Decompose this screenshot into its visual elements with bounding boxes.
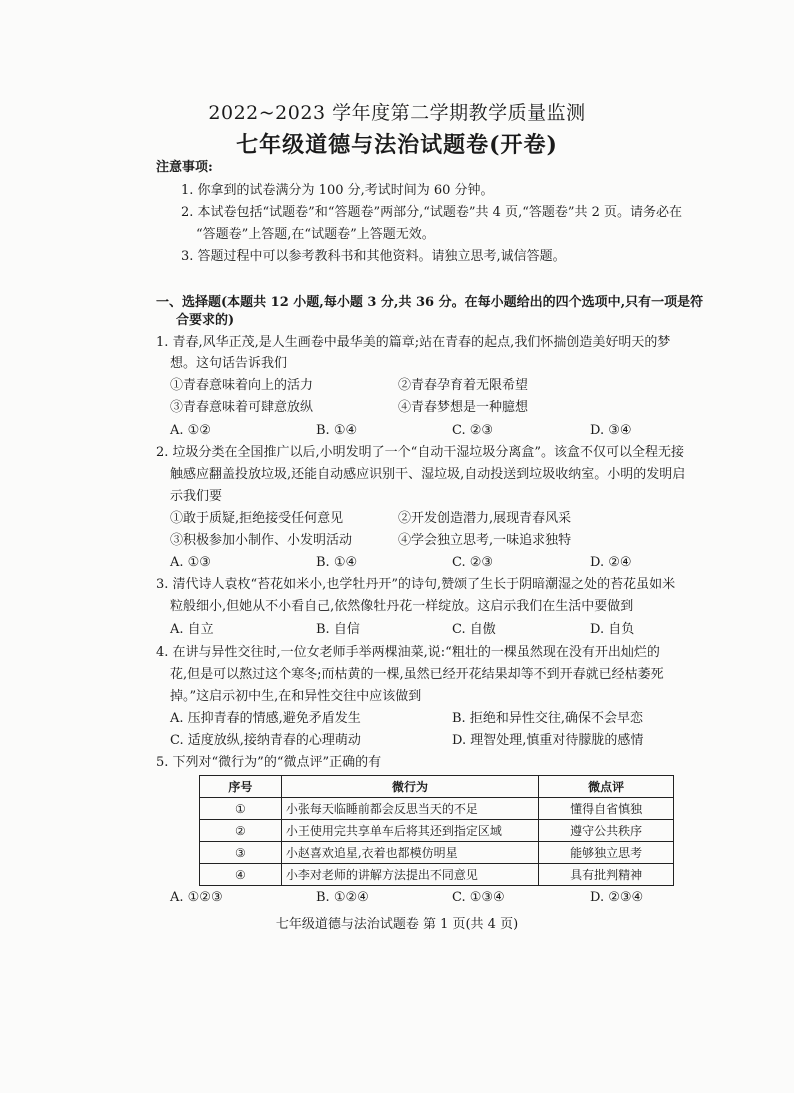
q4-option-d: D. 理智处理,慎重对待朦胧的感情 — [452, 733, 644, 748]
q1-stem-cont: 想。这句话告诉我们 — [170, 356, 288, 371]
q1-option-d: D. ③④ — [590, 423, 632, 438]
table-header-cell: 微点评 — [539, 776, 674, 798]
q1-statement-4: ④青春梦想是一种臆想 — [398, 400, 529, 415]
q1-option-a: A. ①② — [170, 423, 211, 438]
table-cell: 小李对老师的讲解方法提出不同意见 — [281, 864, 538, 886]
table-cell: ③ — [200, 842, 282, 864]
page-footer: 七年级道德与法治试题卷 第 1 页(共 4 页) — [275, 917, 519, 932]
exam-term-title: 2022~2023 学年度第二学期教学质量监测 — [208, 102, 586, 124]
table-row — [200, 798, 674, 820]
q2-stem-cont-1: 触感应翻盖投放垃圾,还能自动感应识别干、湿垃圾,自动投送到垃圾收纳室。小明的发明启 — [170, 467, 686, 482]
q5-table — [199, 775, 674, 886]
section-heading: 一、选择题(本题共 12 小题,每小题 3 分,共 36 分。在每小题给出的四个选项中,只有一项是符 — [156, 295, 704, 310]
table-cell: 能够独立思考 — [539, 842, 674, 864]
table-cell: 小赵喜欢追星,衣着也都模仿明星 — [281, 842, 538, 864]
notice-item-2-cont: “答题卷”上答题,在“试题卷”上答题无效。 — [196, 227, 435, 242]
table-cell: ④ — [200, 864, 282, 886]
q1-statement-3: ③青春意味着可肆意放纵 — [170, 400, 314, 415]
q4-stem: 4. 在讲与异性交往时,一位女老师手举两棵油菜,说:“粗壮的一棵虽然现在没有开出灿烂的 — [156, 645, 660, 660]
q2-option-c: C. ②③ — [452, 555, 494, 570]
table-cell: 小张每天临睡前都会反思当天的不足 — [281, 798, 538, 820]
q4-option-b: B. 拒绝和异性交往,确保不会早恋 — [452, 711, 643, 726]
q3-stem-cont: 粒般细小,但她从不小看自己,依然像牡丹花一样绽放。这启示我们在生活中要做到 — [170, 599, 634, 614]
table-cell: ② — [200, 820, 282, 842]
q3-option-a: A. 自立 — [170, 622, 214, 637]
q3-option-c: C. 自傲 — [452, 622, 496, 637]
q1-option-c: C. ②③ — [452, 423, 494, 438]
q1-statement-1: ①青春意味着向上的活力 — [170, 378, 314, 393]
table-row — [200, 842, 674, 864]
q1-stem: 1. 青春,风华正茂,是人生画卷中最华美的篇章;站在青春的起点,我们怀揣创造美好明天的梦 — [156, 335, 671, 350]
q1-statement-2: ②青春孕育着无限希望 — [398, 378, 529, 393]
table-cell: 具有批判精神 — [539, 864, 674, 886]
q4-stem-cont-2: 掉。”这启示初中生,在和异性交往中应该做到 — [170, 689, 422, 704]
q5-option-b: B. ①②④ — [316, 890, 369, 905]
q2-stem-cont-2: 示我们要 — [170, 489, 223, 504]
table-header-cell: 序号 — [200, 776, 282, 798]
q4-option-c: C. 适度放纵,接纳青春的心理萌动 — [170, 733, 361, 748]
q2-option-b: B. ①④ — [316, 555, 358, 570]
q3-stem: 3. 清代诗人袁枚“苔花如米小,也学牡丹开”的诗句,赞颂了生长于阴暗潮湿之处的苔花虽如米 — [156, 577, 676, 592]
table-row — [200, 820, 674, 842]
q2-stem: 2. 垃圾分类在全国推广以后,小明发明了一个“自动干湿垃圾分离盒”。该盒不仅可以全程无接 — [156, 445, 684, 460]
q3-option-d: D. 自负 — [590, 622, 635, 637]
q2-statement-4: ④学会独立思考,一味追求独特 — [398, 533, 572, 548]
section-heading-cont: 合要求的) — [176, 313, 235, 328]
table-row — [200, 864, 674, 886]
table-header-cell: 微行为 — [281, 776, 538, 798]
q4-stem-cont-1: 花,但是可以熬过这个寒冬;而枯黄的一棵,虽然已经开花结果却等不到开春就已经枯萎死 — [170, 667, 664, 682]
notice-item-2: 2. 本试卷包括“试题卷”和“答题卷”两部分,“试题卷”共 4 页,“答题卷”共 2 页。请务必在 — [181, 205, 683, 220]
table-cell: 遵守公共秩序 — [539, 820, 674, 842]
q3-option-b: B. 自信 — [316, 622, 360, 637]
q4-option-a: A. 压抑青春的情感,避免矛盾发生 — [170, 711, 361, 726]
q1-option-b: B. ①④ — [316, 423, 358, 438]
notice-item-3: 3. 答题过程中可以参考教科书和其他资料。请独立思考,诚信答题。 — [181, 249, 566, 264]
exam-subject-title: 七年级道德与法治试题卷(开卷) — [236, 132, 558, 158]
q5-option-a: A. ①②③ — [170, 890, 223, 905]
table-cell: ① — [200, 798, 282, 820]
q5-option-d: D. ②③④ — [590, 890, 644, 905]
q2-statement-2: ②开发创造潜力,展现青春风采 — [398, 511, 572, 526]
q2-option-d: D. ②④ — [590, 555, 632, 570]
q5-stem: 5. 下列对“微行为”的“微点评”正确的有 — [156, 755, 382, 770]
table-cell: 懂得自省慎独 — [539, 798, 674, 820]
notice-item-1: 1. 你拿到的试卷满分为 100 分,考试时间为 60 分钟。 — [181, 183, 494, 198]
q2-statement-1: ①敢于质疑,拒绝接受任何意见 — [170, 511, 344, 526]
notice-heading: 注意事项: — [156, 160, 213, 175]
q2-option-a: A. ①③ — [170, 555, 211, 570]
q5-option-c: C. ①③④ — [452, 890, 505, 905]
q2-statement-3: ③积极参加小制作、小发明活动 — [170, 533, 353, 548]
table-header-row — [200, 776, 674, 798]
table-cell: 小王使用完共享单车后将其还到指定区域 — [281, 820, 538, 842]
